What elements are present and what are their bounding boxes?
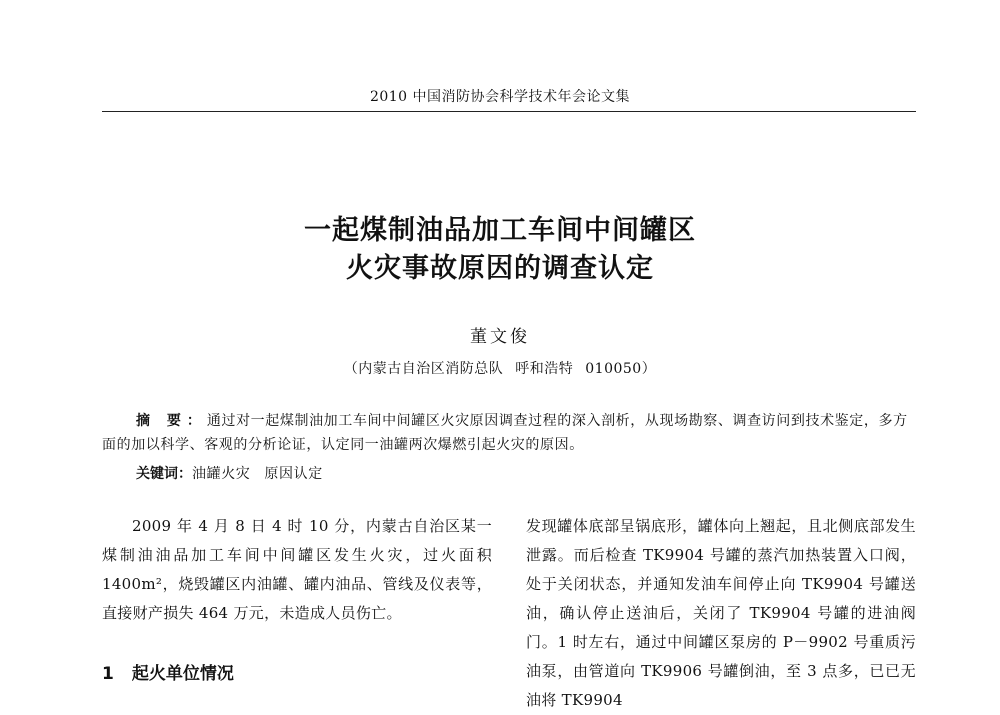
running-header-title: 2010 中国消防协会科学技术年会论文集: [369, 89, 631, 105]
section-number: 1: [102, 664, 114, 684]
keywords-label: 关键词：: [136, 466, 192, 482]
affiliation-city: 呼和浩特: [515, 361, 574, 377]
keyword-item: 原因认定: [264, 466, 323, 482]
keywords: [136, 462, 337, 486]
abstract-text: 通过对一起煤制油加工车间中间罐区火灾原因调查过程的深入剖析，从现场勘察、调查访问到技术鉴定，多方面的加以科学、客观的分析论证，认定同一油罐两次爆燃引起火灾的原因。: [102, 413, 908, 453]
article-title-line-2: 火灾事故原因的调查认定: [346, 253, 654, 284]
section-title: 起火单位情况: [131, 664, 234, 684]
affiliation-organization: （内蒙古自治区消防总队: [343, 361, 504, 377]
body-column-left: 2009 年 4 月 8 日 4 时 10 分，内蒙古自治区某一煤制油油品加工车间中间罐区发生火灾，过火面积 1400m²，烧毁罐区内油罐、罐内油品、管线及仪表等，直接财产损失 464 万元，未造成人员伤亡。: [102, 517, 492, 622]
section-heading-1: [102, 659, 234, 684]
author-affiliation: [0, 358, 1000, 378]
author-name: 董文俊: [470, 327, 530, 347]
article-title-line-1: 一起煤制油品加工车间中间罐区: [304, 215, 696, 246]
header-divider: [102, 111, 916, 112]
keyword-item: 油罐火灾: [192, 466, 251, 482]
article-title: [0, 212, 1000, 288]
affiliation-postcode: 010050）: [585, 361, 657, 377]
abstract: [102, 409, 916, 457]
abstract-label: 摘 要：: [136, 413, 207, 429]
body-column-right: 发现罐体底部呈锅底形，罐体向上翘起，且北侧底部发生泄露。而后检查 TK9904 号罐的蒸汽加热装置入口阀，处于关闭状态，并通知发油车间停止向 TK9904 号罐送油，确认停止送油后，关闭了 TK9904 号罐的进油阀门。1 时左右，通过中间罐区泵房的 P－9902 号重质污油泵，由管道向 TK9906 号罐倒油，至 3 点多，已已无油将 TK9904: [526, 517, 916, 709]
